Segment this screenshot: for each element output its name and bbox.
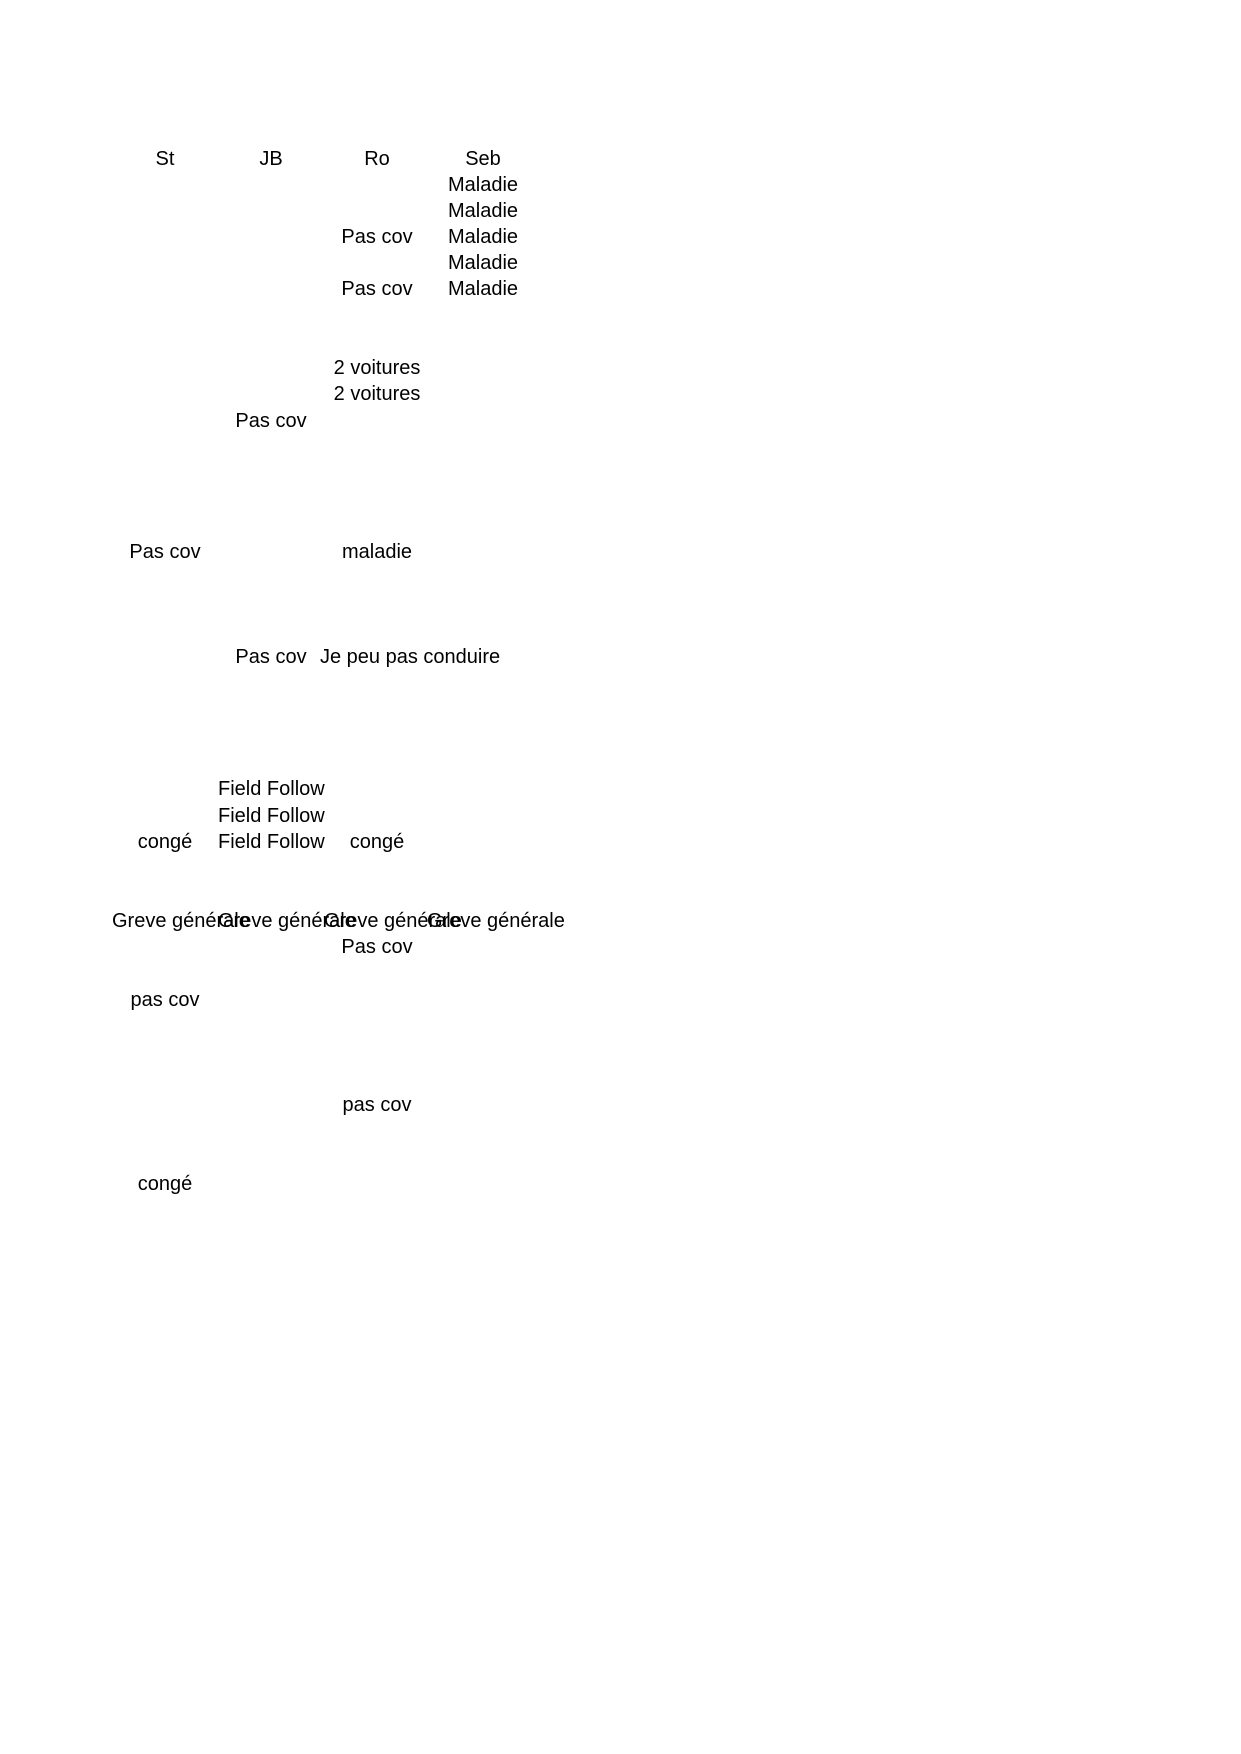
table-row [0,987,1241,1013]
table-row [0,644,1241,670]
table-cell: congé [137,831,193,853]
table-cell: Field Follow [218,778,325,800]
table-row [0,539,1241,565]
column-header-seb: Seb [465,148,501,170]
header-row [0,146,1241,172]
table-cell: Pas cov [129,541,201,563]
table-cell: Maladie [447,174,519,196]
table-row [0,381,1241,407]
cell-note-text: Je peu pas conduire [320,646,501,668]
table-row [0,224,1241,250]
cell-note-text: Greve générale [427,910,565,932]
table-cell: Maladie [447,278,519,300]
table-cell: maladie [341,541,413,563]
table-cell: Field Follow [218,831,325,853]
table-row [0,1092,1241,1118]
column-header-st: St [155,148,175,170]
table-cell: congé [349,831,405,853]
column-header-ro: Ro [364,148,390,170]
table-cell: 2 voitures [333,357,421,379]
table-cell: Greve générale [324,910,462,932]
table-row [0,1171,1241,1197]
column-header-jb: JB [259,148,283,170]
table-row [0,829,1241,855]
table-cell: Pas cov [341,936,413,958]
table-row [0,355,1241,381]
table-row [0,803,1241,829]
table-row [0,198,1241,224]
table-cell: 2 voitures [333,383,421,405]
table-row [0,172,1241,198]
table-cell: Maladie [447,200,519,222]
table-cell [427,908,570,934]
table-cell: Field Follow [218,805,325,827]
table-cell: Maladie [447,226,519,248]
table-row [0,934,1241,960]
table-cell: Pas cov [341,278,413,300]
table-cell: Pas cov [235,646,307,668]
table-cell: pas cov [130,989,200,1011]
table-cell: Greve générale [112,910,250,932]
table-row [0,250,1241,276]
table-cell: Pas cov [235,410,307,432]
table-cell: congé [137,1173,193,1195]
table-cell: Pas cov [341,226,413,248]
table-row [0,908,1241,934]
table-cell: Maladie [447,252,519,274]
table-row [0,276,1241,302]
table-cell: Greve générale [218,910,356,932]
table-cell: pas cov [342,1094,412,1116]
table-row [0,776,1241,802]
table-row [0,408,1241,434]
table-cell [320,644,501,670]
